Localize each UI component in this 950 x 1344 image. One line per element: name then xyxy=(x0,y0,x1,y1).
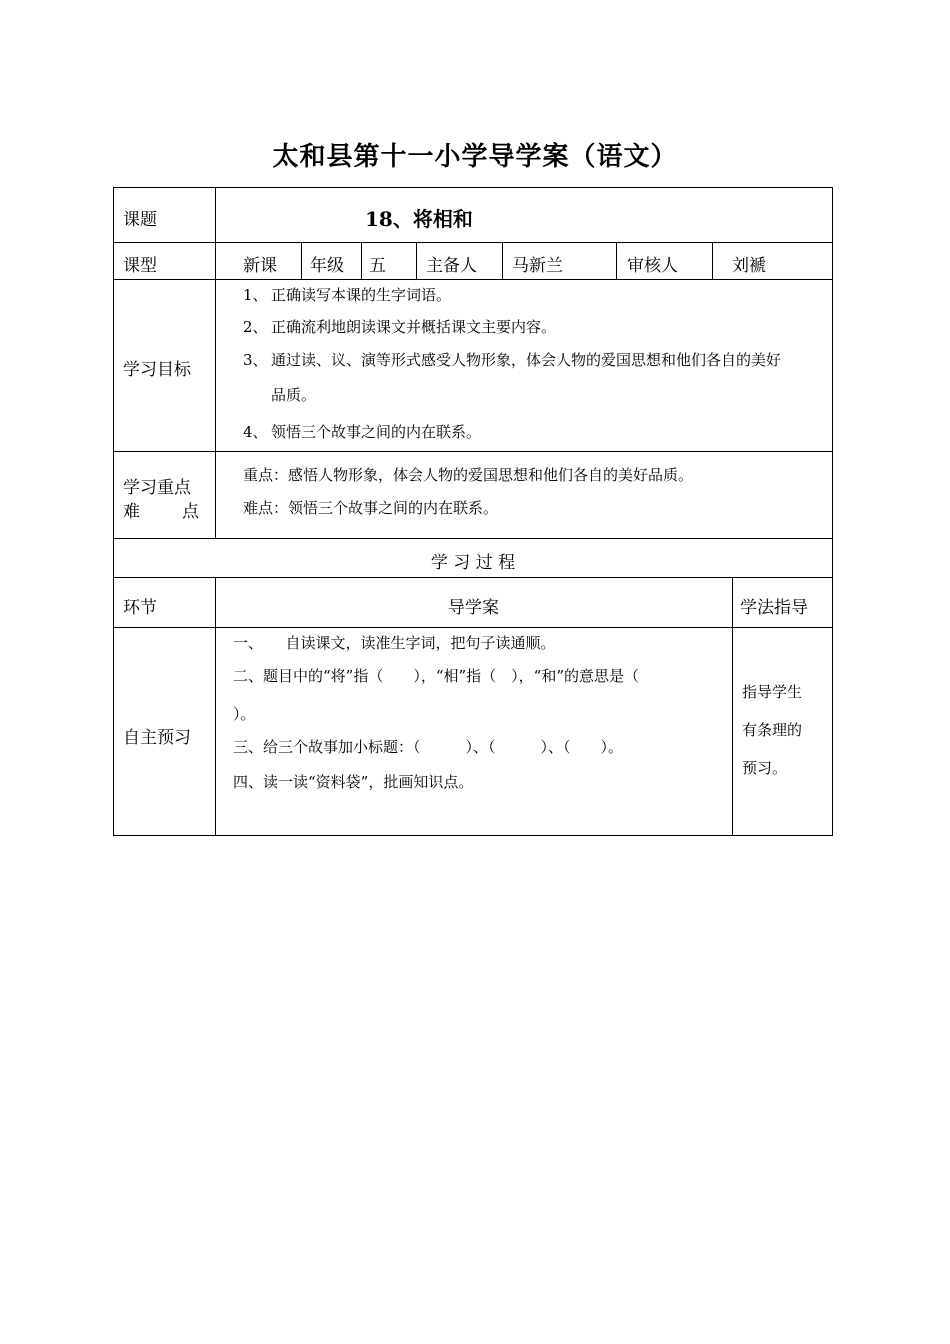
goal-text: 正确流利地朗读课文并概括课文主要内容。 xyxy=(271,318,557,336)
difficult-point: 难点：领悟三个故事之间的内在联系。 xyxy=(243,499,499,517)
method-line: 指导学生 xyxy=(742,683,803,701)
reviewer-value: 刘褫 xyxy=(732,256,766,276)
goal-text: 通过读、议、演等形式感受人物形象，体会人物的爱国思想和他们各自的美好 xyxy=(271,351,782,369)
grade-label: 年级 xyxy=(310,256,344,276)
reviewer-label: 审核人 xyxy=(627,256,678,276)
col-divider xyxy=(732,577,733,836)
preparer-label: 主备人 xyxy=(426,256,477,276)
topic-value: 18、将相和 xyxy=(365,207,473,231)
col-divider xyxy=(416,242,417,279)
row-divider xyxy=(113,451,833,452)
col-divider xyxy=(502,242,503,279)
row-divider xyxy=(113,627,833,628)
page-title: 太和县第十一小学导学案（语文） xyxy=(272,142,678,172)
preview-line: 一、 自读课文，读准生字词，把句子读通顺。 xyxy=(233,634,556,652)
goal-num: 3、 xyxy=(243,351,268,369)
goal-text: 领悟三个故事之间的内在联系。 xyxy=(271,423,482,441)
border-bottom xyxy=(113,835,833,836)
col-stage-header: 环节 xyxy=(123,598,157,618)
method-line: 预习。 xyxy=(742,759,788,777)
preview-line: 三、给三个故事加小标题：（ ）、（ ）、（ ）。 xyxy=(233,738,624,756)
type-label: 课型 xyxy=(123,256,157,276)
col-divider xyxy=(616,242,617,279)
col-divider xyxy=(712,242,713,279)
preparer-value: 马新兰 xyxy=(512,256,563,276)
preview-line: 四、读一读“资料袋”，批画知识点。 xyxy=(233,773,474,791)
col-divider xyxy=(361,242,362,279)
grade-value: 五 xyxy=(369,256,386,276)
topic-label: 课题 xyxy=(123,210,157,230)
goal-num: 4、 xyxy=(243,423,268,441)
keypoints-label-b: 点 xyxy=(182,502,199,522)
preview-line: 二、题目中的“将”指（ ），“相”指（ ），“和”的意思是（ xyxy=(233,667,640,685)
lesson-plan-table xyxy=(113,187,833,836)
row-divider xyxy=(113,279,833,280)
col-divider xyxy=(301,242,302,279)
row-divider xyxy=(113,577,833,578)
col-guide-header: 导学案 xyxy=(448,598,499,618)
goal-text: 正确读写本课的生字词语。 xyxy=(271,286,452,304)
row-divider xyxy=(113,242,833,243)
type-value: 新课 xyxy=(243,256,277,276)
goal-text-cont: 品质。 xyxy=(271,386,317,404)
goal-num: 1、 xyxy=(243,286,268,304)
goals-label: 学习目标 xyxy=(123,360,191,380)
process-header: 学 习 过 程 xyxy=(430,553,516,573)
preview-label: 自主预习 xyxy=(123,728,191,748)
col-method-header: 学法指导 xyxy=(740,598,808,618)
border-left xyxy=(113,187,114,836)
preview-line: ）。 xyxy=(233,705,256,723)
keypoints-label-a: 难 xyxy=(123,502,140,522)
row-divider xyxy=(113,538,833,539)
col-divider xyxy=(215,187,216,538)
method-line: 有条理的 xyxy=(742,721,803,739)
goal-num: 2、 xyxy=(243,318,268,336)
key-point: 重点：感悟人物形象，体会人物的爱国思想和他们各自的美好品质。 xyxy=(243,466,694,484)
border-right xyxy=(832,187,833,836)
border-top xyxy=(113,187,833,188)
keypoints-label: 学习重点 xyxy=(123,478,191,498)
